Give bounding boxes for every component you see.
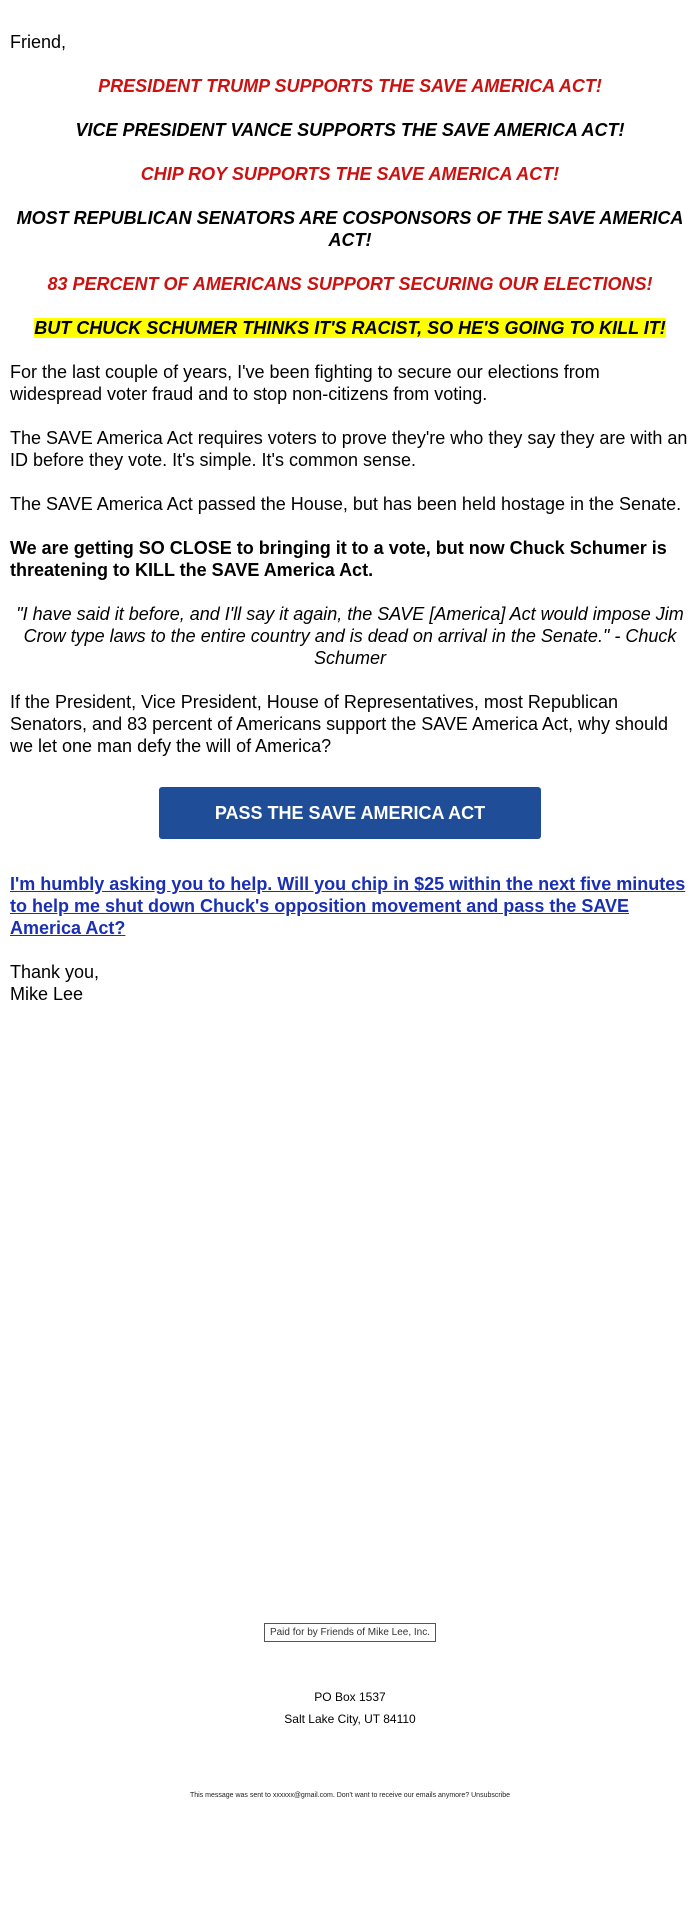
signoff: Thank you, (10, 962, 100, 982)
schumer-quote: "I have said it before, and I'll say it again, the SAVE [America] Act would impose Jim Crow type laws to the entire country and is dead on arrival in the Senate." - Chuck Schumer (16, 604, 684, 668)
highlighted-text: BUT CHUCK SCHUMER THINKS IT'S RACIST, SO HE'S GOING TO KILL IT! (34, 318, 666, 338)
paid-for-disclaimer: Paid for by Friends of Mike Lee, Inc. (264, 1623, 436, 1642)
donate-link[interactable]: I'm humbly asking you to help. Will you chip in $25 within the next five minutes to help me shut down Chuck's opposition movement and pass the SAVE America Act? (10, 874, 686, 938)
pass-save-act-button[interactable]: PASS THE SAVE AMERICA ACT (159, 787, 541, 839)
address-line-2: Salt Lake City, UT 84110 (284, 1712, 416, 1726)
unsubscribe-link[interactable]: Unsubscribe (471, 1792, 511, 1799)
paragraph-will: If the President, Vice President, House of Representatives, most Republican Senators, and 83 percent of Americans support the SAVE America Act, why should we let one man defy the will of America? (10, 692, 669, 756)
headline-schumer (10, 317, 690, 339)
greeting: Friend, (10, 32, 67, 52)
sent-to-text: This message was sent to xxxxxx@gmail.com. Don't want to receive our emails anymore? (189, 1792, 470, 1799)
headline-senators: MOST REPUBLICAN SENATORS ARE COSPONSORS OF THE SAVE AMERICA ACT! (16, 208, 684, 250)
headline-percent: 83 PERCENT OF AMERICANS SUPPORT SECURING OUR ELECTIONS! (47, 274, 653, 294)
mailing-address (0, 1686, 700, 1730)
paragraph-close: We are getting SO CLOSE to bringing it to a vote, but now Chuck Schumer is threatening to KILL the SAVE America Act. (10, 538, 667, 580)
ask-paragraph (10, 873, 690, 939)
headline-trump: PRESIDENT TRUMP SUPPORTS THE SAVE AMERICA ACT! (98, 76, 602, 96)
headline-vance: VICE PRESIDENT VANCE SUPPORTS THE SAVE AMERICA ACT! (75, 120, 625, 140)
signature: Mike Lee (10, 984, 84, 1004)
paid-for-disclaimer-wrap (0, 1622, 700, 1642)
paragraph-id: The SAVE America Act requires voters to prove they're who they say they are with an ID before they vote. It's simple. It's common sense. (10, 428, 688, 470)
unsubscribe-notice (0, 1792, 700, 1799)
paragraph-house: The SAVE America Act passed the House, but has been held hostage in the Senate. (10, 494, 682, 514)
paragraph-fight: For the last couple of years, I've been fighting to secure our elections from widespread voter fraud and to stop non-citizens from voting. (10, 362, 600, 404)
headline-roy: CHIP ROY SUPPORTS THE SAVE AMERICA ACT! (140, 164, 560, 184)
address-line-1: PO Box 1537 (314, 1690, 386, 1704)
cta-container (10, 787, 690, 839)
